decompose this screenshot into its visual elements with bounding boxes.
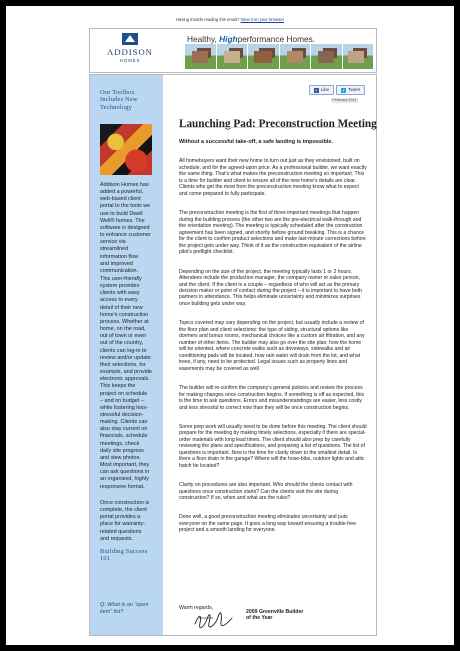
like-label: Like <box>320 87 329 92</box>
home-photo <box>217 44 248 69</box>
builder-award: 2009 Greenville Builder of the Year <box>246 609 304 622</box>
tagline-prefix: Healthy, <box>187 34 220 44</box>
closing-text: Warm regards, <box>179 605 214 611</box>
share-buttons <box>309 85 365 95</box>
home-photo <box>343 44 374 69</box>
sidebar-heading-2: Building Success 101 <box>100 548 148 563</box>
article-paragraph: Depending on the size of the project, the meeting typically lasts 1 or 2 hours. Attendees include the production manager, the company owner or sales person, and the client. If the client is a couple – regardless of who will act as the primary decision maker or point of contact during the project – it is important to have both partners in attendance. This helps eliminate uncertainty and minimizes surprises once building gets under way. <box>179 268 362 307</box>
home-photo <box>248 44 279 69</box>
signature-icon <box>193 611 235 629</box>
home-photo <box>280 44 311 69</box>
sidebar-abstract-art <box>100 124 152 175</box>
newsletter-content <box>89 74 377 636</box>
sidebar-question: Q: What is an “open item” list? <box>100 602 149 616</box>
article-paragraph: Topics covered may vary depending on the project, but usually include a review of the floor plan and client selections: the type of siding, structural options like dormers and bonus rooms, mechanical choices like a custom air filtration, and any number of other items. The builder may also go over the site plan: how the home will be oriented, where concrete walks such as driveways, sidewalks and air conditioning pads will be located, how rain water will drain from the lot, and what trees, if any, need to be protected. Legal issues such as property lines and easements may be covered as well. <box>179 320 365 372</box>
sidebar-paragraph: This user-friendly system provides clients with easy access to every detail of their new home’s construction process. Whether at home, on the road, out of town or even out of the country, clients can log-in to review and/or update their selections, for example, and provide electronic approvals. This keeps the project on schedule – and on budget – while fostering less- stressful decision- making. Clients can also stay current on financials, schedule meetings, check daily site progress and view photos. Most important, they can ask questions in an organized, highly responsive format. <box>100 276 152 490</box>
article-paragraph: The preconstruction meeting is the first of three important meetings that happen during the building process (the other two are the pre-electrical walk-through and the orientation meeting). The meeting is typically scheduled after the construction agreement has been signed, and shortly before ground breaking. This is a chance for the client to confirm product selections and make last-minute corrections before the project gets under way. Think of it as the construction equivalent of the airline pilot’s preflight checklist. <box>179 210 366 256</box>
article-paragraph: All homebuyers want their new home to turn out just as they envisioned, built on schedule, and for the agreed-upon price. As a professional builder, we want exactly the same thing. That’s what makes the preconstruction meeting so important. This is a time for builder and client to ensure all of the new home’s details are clear. Clients who get the most from the preconstruction meeting know what to expect and come prepared to fully participate. <box>179 158 367 197</box>
bird-icon: t <box>342 87 345 93</box>
view-in-browser-text: Having trouble reading this email? <box>176 17 240 22</box>
issue-date: February 2011 <box>332 98 357 102</box>
home-photo-strip <box>185 44 373 69</box>
like-button[interactable] <box>309 85 334 95</box>
email-page <box>6 6 454 645</box>
article-title: Launching Pad: Preconstruction Meeting <box>179 117 377 130</box>
article-paragraph: Clarity on procedures are also important. Who should the clients contact with questions once construction starts? Can the clients visit the site during construction? If so, when and what are the rules? <box>179 482 353 502</box>
title-divider <box>179 127 364 128</box>
article-body <box>179 152 367 547</box>
email-header <box>89 28 377 73</box>
addison-homes-logo <box>93 33 167 69</box>
tagline-highlight: High <box>219 34 238 44</box>
article-paragraph: The builder will re-confirm the company’s general policies and review the process for making changes once construction begins. If something is off as expected, this is the time to ask questions. Errors and misunderstandings are easier, less costly and less stressful to correct now than they will be once construction begins. <box>179 385 365 411</box>
logo-sub: HOMES <box>119 58 141 64</box>
tweet-label: Tweet <box>347 87 360 92</box>
article-lead: Without a successful take-off, a safe landing is impossible. <box>179 139 333 145</box>
article-paragraph: Done well, a good preconstruction meeting eliminates uncertainty and puts everyone on the same page. It goes a long way toward ensuring a trouble-free project and a smooth landing for everyone. <box>179 514 356 534</box>
signature-block <box>179 605 367 630</box>
thumbs-up-icon: f <box>315 87 317 93</box>
sidebar-paragraph: Addison Homes has added a powerful, web-based client portal to the tools we use to build Dwell Well® homes. The software is designed to enhance customer service via streamlined information flow and improved communication. <box>100 182 151 274</box>
home-photo <box>185 44 216 69</box>
article-paragraph: Some prep work will usually need to be done before this meeting. The client should prepare for the meeting by making timely selections, especially if there are special-order materials with long lead times. The client should also prep by carefully reviewing the plans and specifications, and preparing a list of questions. The list of questions is important. Now is the time for clarity down to the smallest detail. Is there a floor drain in the garage? Where will the hose-bibs, outdoor lights and attic hatch be located? <box>179 423 367 469</box>
article-column <box>167 75 377 635</box>
sidebar-heading: Our Toolbox Includes New Technology <box>100 89 138 111</box>
home-photo <box>311 44 342 69</box>
logo-name: ADDISON <box>107 47 153 57</box>
sidebar <box>90 75 163 635</box>
tweet-button[interactable] <box>336 85 365 95</box>
header-tagline <box>187 34 315 44</box>
house-logo-icon <box>122 33 138 45</box>
sidebar-paragraph: Once construction is complete, the client portal provides a place for warranty- related questions and requests. <box>100 500 150 542</box>
tagline-suffix: performance Homes. <box>237 34 316 44</box>
view-in-browser-bar <box>6 17 454 22</box>
view-in-browser-link[interactable]: View it on your browser <box>240 17 284 22</box>
